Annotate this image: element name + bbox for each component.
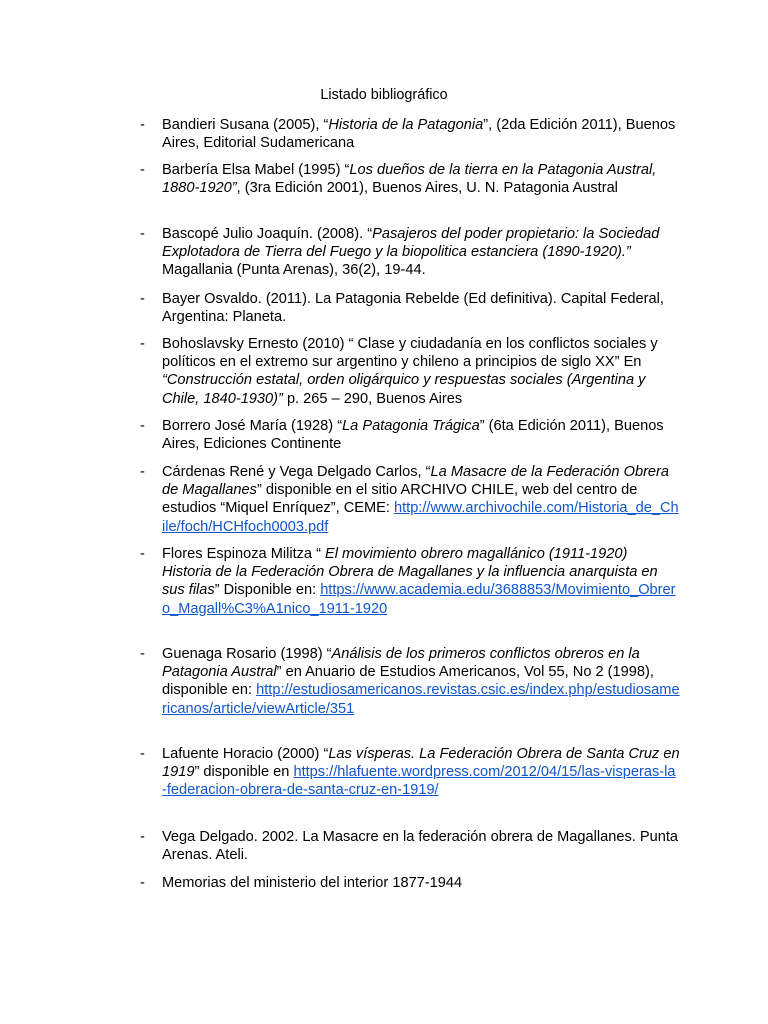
bibliography-entry <box>140 545 680 618</box>
entry-text-segment: Bohoslavsky Ernesto (2010) “ Clase y ciudadanía en los conflictos sociales y políticos en el extremo sur argentino y chileno a principios de siglo XX” En <box>162 336 658 371</box>
entry-text <box>162 645 680 718</box>
list-bullet: - <box>140 875 145 891</box>
entry-text-segment: Bascopé Julio Joaquín. (2008). “ <box>162 226 373 242</box>
entry-text-segment: Bayer Osvaldo. (2011). La Patagonia Rebelde (Ed definitiva). Capital Federal, Argentina: Planeta. <box>162 291 664 326</box>
bibliography-entry <box>140 335 680 408</box>
entry-text <box>162 116 680 152</box>
work-title: Historia de la Patagonia <box>328 117 484 133</box>
entry-text <box>162 463 680 536</box>
bibliography-entry <box>140 290 680 326</box>
entry-text <box>162 745 680 800</box>
entry-text <box>162 225 680 280</box>
work-title: Las vísperas. La Federación Obrera de Santa Cruz en 1919 <box>162 746 680 781</box>
entry-text <box>162 545 680 618</box>
list-bullet: - <box>140 464 145 480</box>
list-bullet: - <box>140 117 145 133</box>
list-bullet: - <box>140 336 145 352</box>
list-bullet: - <box>140 418 145 434</box>
entry-text-segment: Bandieri Susana (2005), “ <box>162 117 329 133</box>
entry-text-segment: Guenaga Rosario (1998) “ <box>162 646 332 662</box>
bibliography-entry <box>140 116 680 152</box>
entry-text-segment: p. 265 – 290, Buenos Aires <box>282 390 463 407</box>
bibliography-entry <box>140 745 680 800</box>
bibliography-entry <box>140 828 680 864</box>
entry-text-segment: ” (6ta Edición 2011), Buenos Aires, Ediciones Continente <box>162 418 664 453</box>
entry-text <box>162 417 680 453</box>
entry-text-segment: ”, (2da Edición 2011), Buenos Aires, Editorial Sudamericana <box>162 117 676 152</box>
entry-text <box>162 874 680 892</box>
work-title: El movimiento obrero magallánico (1911-1920) Historia de la Federación Obrera de Magallanes y la influencia anarquista en sus filas <box>162 546 658 599</box>
entry-text-segment: ” Disponible en: <box>214 582 321 599</box>
bibliography-entry <box>140 161 680 197</box>
entry-text-segment: Borrero José María (1928) “ <box>162 418 343 434</box>
entry-text-segment: Vega Delgado. 2002. La Masacre en la federación obrera de Magallanes. Punta Arenas. Ateli. <box>162 829 678 864</box>
reference-link[interactable]: https://hlafuente.wordpress.com/2012/04/15/las-visperas-la-federacion-obrera-de-santa-cruz-en-1919/ <box>162 764 676 799</box>
bibliography-entry <box>140 645 680 718</box>
list-bullet: - <box>140 646 145 662</box>
work-title: Pasajeros del poder propietario: la Sociedad Explotadora de Tierra del Fuego y la biopolitica estanciera (1890-1920).” <box>162 226 660 261</box>
entry-text-segment: ” en Anuario de Estudios Americanos, Vol 55, No 2 (1998), disponible en: <box>162 664 654 699</box>
list-bullet: - <box>140 746 145 762</box>
work-title: Análisis de los primeros conflictos obreros en la Patagonia Austral <box>162 646 640 681</box>
work-title: “Construcción estatal, orden oligárquico y respuestas sociales (Argentina y Chile, 1840-1930)” <box>162 372 646 407</box>
entry-text <box>162 161 680 197</box>
bibliography-entry <box>140 417 680 453</box>
list-bullet: - <box>140 226 145 242</box>
entry-text-segment: ” disponible en <box>194 764 294 781</box>
bibliography-entry <box>140 225 680 280</box>
entry-text <box>162 335 680 408</box>
bibliography-entry <box>140 463 680 536</box>
entry-text-segment: Flores Espinoza Militza “ <box>162 546 326 562</box>
list-bullet: - <box>140 829 145 845</box>
reference-link[interactable]: http://estudiosamericanos.revistas.csic.es/index.php/estudiosamericanos/article/viewArticle/351 <box>162 682 680 717</box>
entry-text-segment: , (3ra Edición 2001), Buenos Aires, U. N. Patagonia Austral <box>236 180 618 197</box>
work-title: Los dueños de la tierra en la Patagonia Austral, 1880-1920” <box>162 162 657 197</box>
page-title: Listado bibliográfico <box>320 87 448 103</box>
entry-text <box>162 828 680 864</box>
list-bullet: - <box>140 546 145 562</box>
entry-text-segment: ” disponible en el sitio ARCHIVO CHILE, web del centro de estudios “Miquel Enríquez”, CEME: <box>162 482 638 517</box>
reference-link[interactable]: https://www.academia.edu/3688853/Movimiento_Obrero_Magall%C3%A1nico_1911-1920 <box>162 582 676 617</box>
bibliography-entry <box>140 874 680 892</box>
entry-text-segment: Magallania (Punta Arenas), 36(2), 19-44. <box>162 262 426 279</box>
list-bullet: - <box>140 162 145 178</box>
entry-text <box>162 290 680 326</box>
entry-text-segment: Memorias del ministerio del interior 1877-1944 <box>162 875 463 891</box>
work-title: La Patagonia Trágica <box>342 418 480 434</box>
list-bullet: - <box>140 291 145 307</box>
reference-link[interactable]: http://www.archivochile.com/Historia_de_Chile/foch/HCHfoch0003.pdf <box>162 500 679 535</box>
entry-text-segment: Cárdenas René y Vega Delgado Carlos, “ <box>162 464 431 480</box>
entry-text-segment: Lafuente Horacio (2000) “ <box>162 746 329 762</box>
work-title: La Masacre de la Federación Obrera de Magallanes <box>162 464 670 499</box>
entry-text-segment: Barbería Elsa Mabel (1995) “ <box>162 162 350 178</box>
